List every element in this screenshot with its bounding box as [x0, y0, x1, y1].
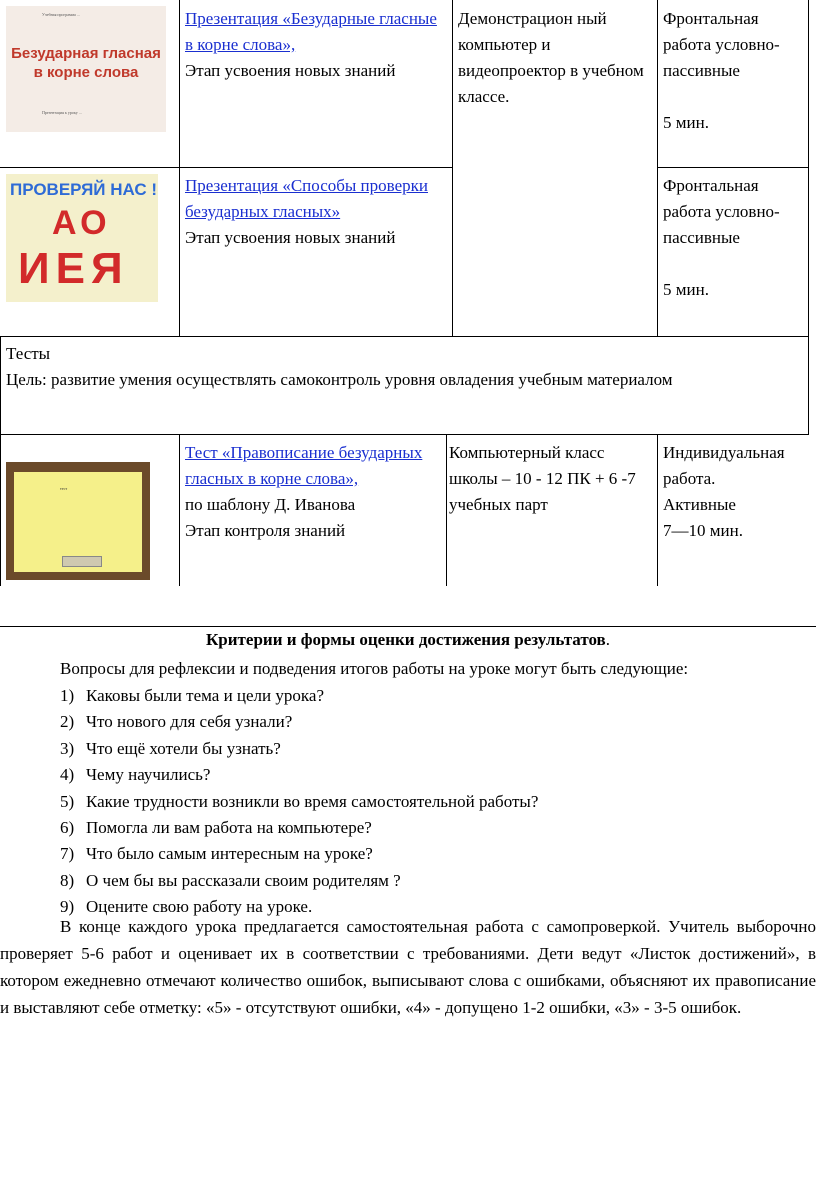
form-label: Активные: [663, 495, 736, 514]
thumbnail-button: [62, 556, 102, 567]
resource-cell-3: [185, 440, 443, 544]
question-item: [60, 765, 210, 785]
question-text: Что нового для себя узнали?: [86, 712, 293, 732]
intro-text: Вопросы для рефлексии и подведения итогов работы на уроке могут быть следующие:: [60, 659, 689, 678]
form-label: работа.: [663, 469, 716, 488]
question-text: Оцените свою работу на уроке.: [86, 897, 313, 917]
form-cell-2: [663, 173, 803, 303]
question-number: 1): [60, 686, 75, 705]
presentation-link-1[interactable]: Презентация «Безударные гласные в корне слова»,: [185, 9, 437, 54]
table-divider: [657, 434, 658, 586]
stage-label: Этап усвоения новых знаний: [185, 61, 396, 80]
thumbnail-caption: Учебная программа ...: [42, 12, 80, 17]
thumbnail-caption: Презентация к уроку ...: [42, 110, 82, 115]
presentation-thumbnail-2: [6, 174, 158, 302]
question-number: 6): [60, 818, 75, 837]
table-divider: [452, 0, 453, 336]
question-number: 7): [60, 844, 75, 864]
question-text: О чем бы вы рассказали своим родителям ?: [86, 870, 401, 890]
question-text: Что было самым интересным на уроке?: [86, 844, 373, 864]
stage-label: Этап усвоения новых знаний: [185, 228, 396, 247]
presentation-thumbnail-1: [6, 6, 166, 132]
question-number: 3): [60, 738, 75, 758]
question-number: 8): [60, 870, 75, 890]
thumbnail-caption: тест: [60, 486, 68, 491]
question-item: [60, 871, 401, 891]
table-divider: [0, 336, 809, 337]
question-text: Чему научились?: [86, 765, 211, 785]
question-number: 2): [60, 712, 75, 732]
section-separator: [0, 626, 816, 627]
tests-goal: Цель: развитие умения осуществлять самоконтроль уровня овладения учебным материалом: [6, 370, 673, 389]
table-divider: [0, 434, 809, 435]
question-number: 5): [60, 791, 75, 811]
form-cell-3: [663, 440, 813, 544]
thumbnail-title: Безударная гласная в корне слова: [11, 45, 161, 81]
section-heading: [0, 630, 816, 650]
question-text: Какие трудности возникли во время самостоятельной работы?: [86, 791, 539, 811]
resource-cell-2: [185, 173, 447, 251]
table-divider: [808, 0, 809, 336]
time-label: 5 мин.: [663, 280, 709, 299]
thumbnail-letters: АО: [52, 204, 111, 242]
test-thumbnail: [6, 462, 150, 580]
equipment-cell-2: Компьютерный класс школы – 10 - 12 ПК + 6 -7 учебных парт: [449, 443, 636, 514]
question-item: [60, 739, 281, 759]
table-divider: [657, 167, 809, 168]
question-text: Каковы были тема и цели урока?: [86, 686, 324, 705]
table-divider: [808, 336, 809, 434]
question-item: [60, 818, 372, 838]
tests-section-cell: [6, 341, 802, 393]
table-divider: [0, 167, 453, 168]
presentation-link-2[interactable]: Презентация «Способы проверки безударных гласных»: [185, 176, 428, 221]
closing-paragraph: В конце каждого урока предлагается самостоятельная работа с самопроверкой. Учитель выборочно проверяет 5-6 работ и оценивает их в соответствии с требованиями. Дети ведут «Листок достижений», в котором ежедневно отмечают количество ошибок, выписывают слова с ошибками, объясняют их правописание и выставляют себе отметку: «5» - отсутствуют ошибки, «4» - допущено 1-2 ошибки, «3» - 3-5 ошибок.: [0, 917, 816, 1017]
thumbnail-header: ПРОВЕРЯЙ НАС !: [10, 180, 158, 199]
question-item: [60, 686, 324, 706]
table-divider: [0, 336, 1, 586]
table-divider: [179, 434, 180, 586]
heading-text: Критерии и формы оценки достижения результатов: [205, 630, 606, 649]
question-text: Помогла ли вам работа на компьютере?: [86, 818, 372, 837]
time-label: 5 мин.: [663, 113, 709, 132]
form-cell-1: [663, 6, 803, 136]
stage-label: Этап контроля знаний: [185, 521, 346, 540]
equipment-cell: Демонстрацион ный компьютер и видеопроектор в учебном классе.: [458, 9, 644, 106]
question-number: 4): [60, 765, 75, 785]
test-thumbnail-card: [14, 472, 142, 572]
time-label: 7—10 мин.: [663, 521, 743, 540]
table-divider: [657, 0, 658, 336]
form-label: Индивидуальная: [663, 443, 785, 462]
template-label: по шаблону Д. Иванова: [185, 495, 356, 514]
question-text: Что ещё хотели бы узнать?: [86, 738, 281, 758]
resource-cell-1: [185, 6, 447, 84]
table-divider: [179, 0, 180, 336]
form-label: Фронтальная работа условно-пассивные: [663, 176, 780, 247]
heading-suffix: .: [605, 630, 610, 649]
form-label: Фронтальная работа условно-пассивные: [663, 9, 780, 80]
question-item: [60, 712, 292, 732]
question-number: 9): [60, 897, 75, 917]
test-link[interactable]: Тест «Правописание безударных гласных в корне слова»,: [185, 443, 423, 488]
tests-title: Тесты: [6, 344, 51, 363]
question-item: [60, 792, 538, 812]
question-item: [60, 844, 373, 864]
table-divider: [446, 434, 447, 586]
thumbnail-letters: ИЕЯ: [18, 244, 129, 293]
